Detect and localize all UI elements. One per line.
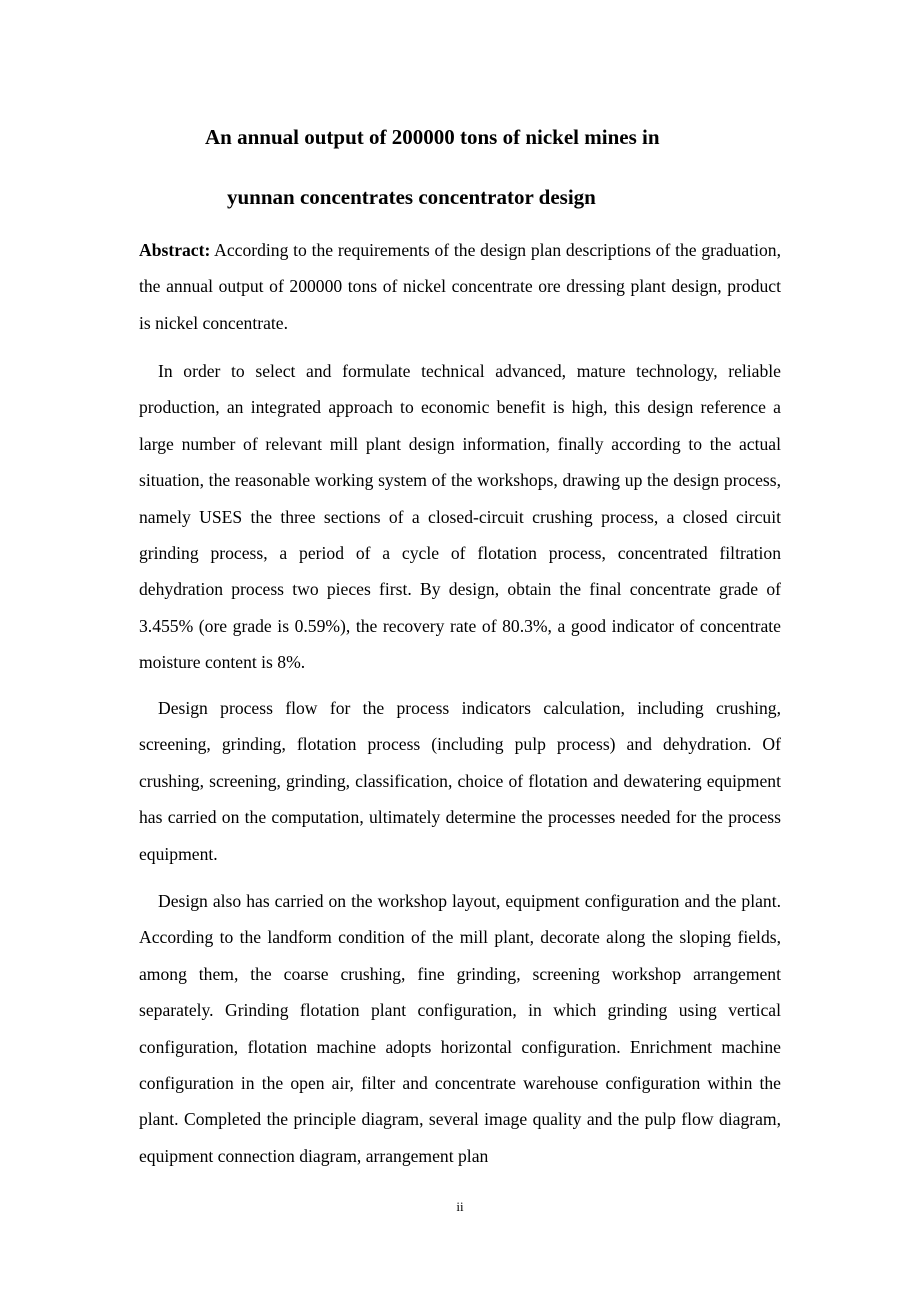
abstract-label: Abstract: bbox=[139, 240, 211, 260]
page-number: ii bbox=[456, 1199, 464, 1214]
body-paragraph-2: Design process flow for the process indicators calculation, including crushing, screening, grinding, flotation process (including pulp process) and dehydration. Of crushing, screening, grinding, classification, choice of flotation and dewatering equipment has carried on the computation, ultimately determine the processes needed for the process equipment. bbox=[139, 698, 781, 864]
document-title-line-2: yunnan concentrates concentrator design bbox=[227, 185, 596, 209]
abstract-paragraph bbox=[139, 232, 781, 341]
body-paragraph-1: In order to select and formulate technical advanced, mature technology, reliable production, an integrated approach to economic benefit is high, this design reference a large number of relevant mill plant design information, finally according to the actual situation, the reasonable working system of the workshops, drawing up the design process, namely USES the three sections of a closed-circuit crushing process, a closed circuit grinding process, a period of a cycle of flotation process, concentrated filtration dehydration process two pieces first. By design, obtain the final concentrate grade of 3.455% (ore grade is 0.59%), the recovery rate of 80.3%, a good indicator of concentrate moisture content is 8%. bbox=[139, 361, 781, 673]
document-title-line-1: An annual output of 200000 tons of nickel mines in bbox=[205, 125, 660, 149]
body-paragraph-3: Design also has carried on the workshop layout, equipment configuration and the plant. According to the landform condition of the mill plant, decorate along the sloping fields, among them, the coarse crushing, fine grinding, screening workshop arrangement separately. Grinding flotation plant configuration, in which grinding using vertical configuration, flotation machine adopts horizontal configuration. Enrichment machine configuration in the open air, filter and concentrate warehouse configuration within the plant. Completed the principle diagram, several image quality and the pulp flow diagram, equipment connection diagram, arrangement plan bbox=[139, 891, 781, 1166]
abstract-text: According to the requirements of the design plan descriptions of the graduation, the annual output of 200000 tons of nickel concentrate ore dressing plant design, product is nickel concentrate. bbox=[139, 240, 781, 333]
